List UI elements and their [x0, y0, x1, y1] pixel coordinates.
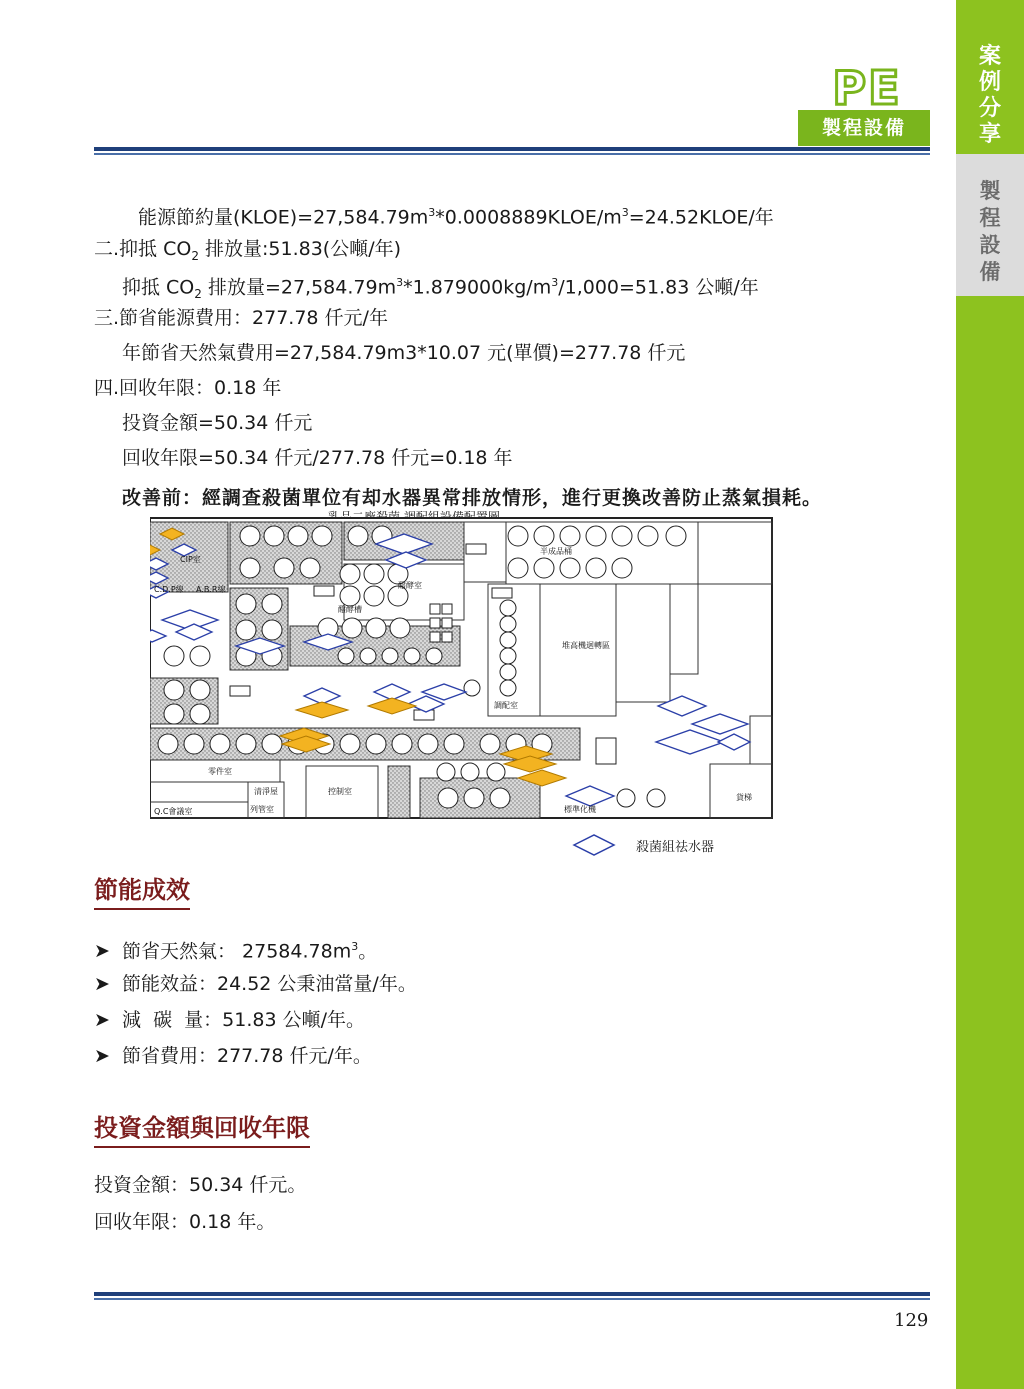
svg-text:Q.C會議室: Q.C會議室	[154, 807, 193, 816]
pe-logo	[808, 64, 926, 110]
calc-investment: 投資金額=50.34 仟元	[122, 412, 313, 434]
arrow-bullet-icon: ➤	[94, 973, 110, 995]
page-number: 129	[894, 1310, 929, 1331]
invest-payback: 回收年限：0.18 年。	[94, 1211, 276, 1233]
svg-text:CIP室: CIP室	[180, 555, 201, 564]
svg-text:零件室: 零件室	[208, 767, 232, 776]
svg-text:堆高機迴轉區: 堆高機迴轉區	[562, 641, 610, 650]
calc-co2-heading: 二.抑抵 $CO_2$ 排放量:51.83(公噸/年)	[94, 238, 402, 263]
effect-item: ➤ 減 碳 量：51.83 公噸/年。	[94, 1009, 365, 1031]
header-rule	[94, 147, 930, 151]
effect-item: ➤ 節能效益：24.52 公秉油當量/年。	[94, 973, 417, 995]
calc-energy-saving: 能源節約量$(KLOE)=27,584.79m^3*0.0008889KLOE/m^3=24.52KLOE/$年	[138, 206, 774, 229]
svg-text:C.D.P線: C.D.P線	[154, 585, 184, 594]
footer-rule	[94, 1292, 930, 1296]
svg-text:貨梯: 貨梯	[736, 793, 752, 802]
calc-cost-formula: 年節省天然氣費用=27,584.79m3*10.07 元(單價)=277.78 仟元	[122, 342, 686, 364]
footer-rule-thin	[94, 1298, 930, 1300]
calc-payback-formula: 回收年限=50.34 仟元/277.78 仟元=0.18 年	[122, 447, 513, 469]
effect-item: ➤ 節省天然氣： $27584.78m^3$。	[94, 940, 378, 963]
svg-text:醱酵槽: 醱酵槽	[338, 605, 362, 614]
svg-text:A.B.R線: A.B.R線	[196, 585, 226, 594]
svg-text:列管室: 列管室	[250, 805, 274, 814]
side-tabs	[956, 0, 1024, 1389]
svg-text:調配室: 調配室	[494, 701, 518, 710]
calc-cost-heading: 三.節省能源費用：277.78 仟元/年	[94, 307, 388, 329]
floor-plan-legend-label: 殺菌組祛水器	[636, 840, 715, 855]
steam-trap-legend-icon	[574, 835, 614, 855]
calc-payback-heading: 四.回收年限：0.18 年	[94, 377, 282, 399]
svg-text:醱酵室: 醱酵室	[398, 581, 422, 590]
header-rule-thin	[94, 153, 930, 155]
arrow-bullet-icon: ➤	[94, 940, 110, 963]
effect-item: ➤ 節省費用：277.78 仟元/年。	[94, 1045, 372, 1067]
side-tab-process-equipment-label: 製 程 設 備	[979, 179, 1001, 284]
svg-text:控制室: 控制室	[328, 787, 352, 796]
svg-text:清淨屋: 清淨屋	[254, 787, 278, 796]
invest-amount: 投資金額：50.34 仟元。	[94, 1174, 307, 1196]
arrow-bullet-icon: ➤	[94, 1045, 110, 1067]
section-tag: 製程設備	[798, 110, 930, 146]
svg-text:半成品桶: 半成品桶	[540, 547, 572, 556]
before-improvement-title: 改善前：經調查殺菌單位有却水器異常排放情形，進行更換改善防止蒸氣損耗。	[122, 487, 823, 509]
side-tab-case-sharing[interactable]	[956, 0, 1024, 154]
side-tab-case-sharing-label: 案 例 分 享	[978, 44, 1001, 147]
side-tab-process-equipment[interactable]	[956, 154, 1024, 296]
calc-co2-formula: 抑抵 $CO_2$ 排放量$=27,584.79m^3*1.879000kg/m^3/1,000=51.83$ 公噸/年	[122, 276, 759, 302]
arrow-bullet-icon: ➤	[94, 1009, 110, 1031]
invest-heading: 投資金額與回收年限	[94, 1112, 310, 1148]
floor-plan	[150, 508, 774, 820]
effect-heading: 節能成效	[94, 874, 190, 910]
svg-text:PE: PE	[832, 64, 902, 110]
svg-text:標準化機: 標準化機	[564, 805, 596, 814]
